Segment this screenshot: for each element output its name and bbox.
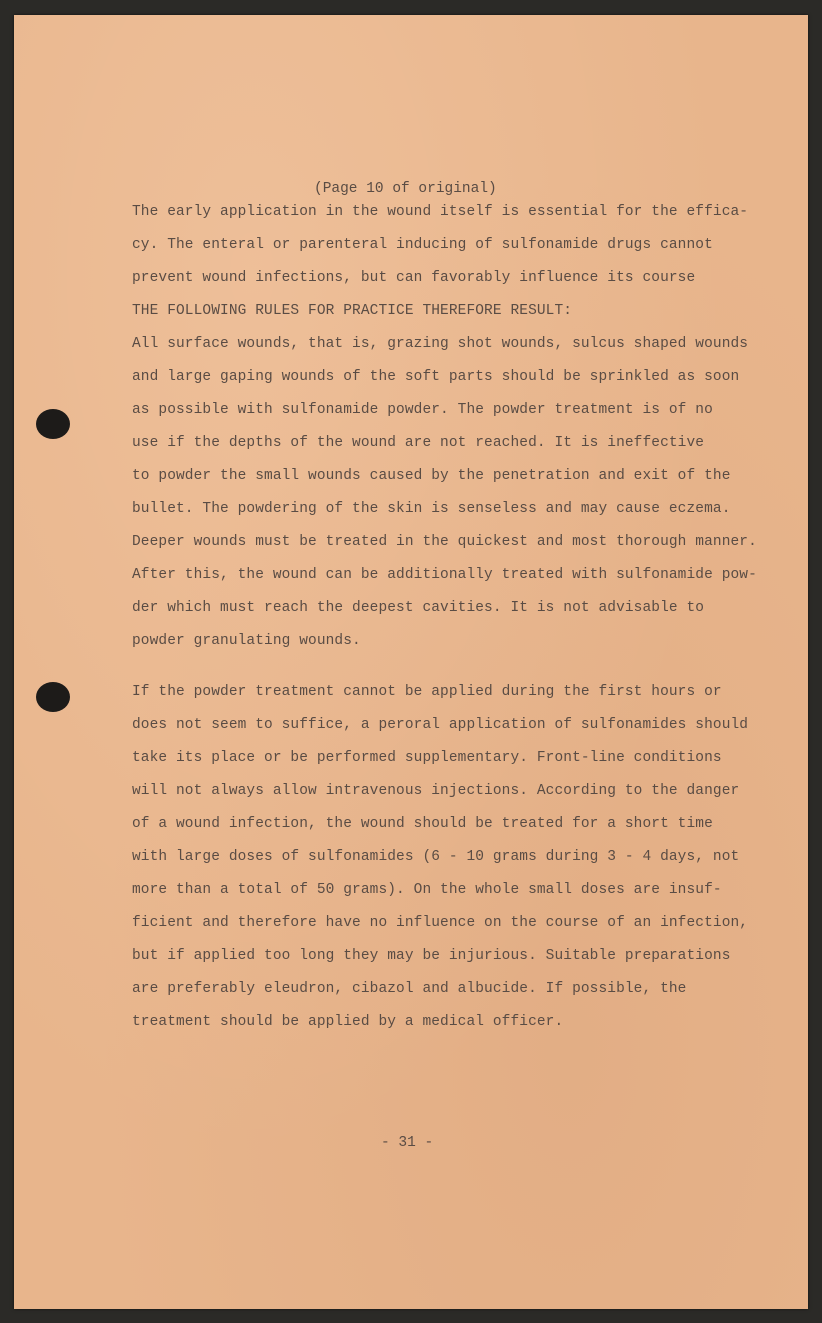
text-line: are preferably eleudron, cibazol and albucide. If possible, the [132,981,687,997]
text-line: to powder the small wounds caused by the penetration and exit of the [132,468,731,484]
page-number: - 31 - [381,1135,434,1151]
punch-hole-bottom [36,682,70,712]
text-line: All surface wounds, that is, grazing shot wounds, sulcus shaped wounds [132,336,749,352]
text-line: After this, the wound can be additionally treated with sulfonamide pow- [132,567,757,583]
text-line: with large doses of sulfonamides (6 - 10 grams during 3 - 4 days, not [132,849,740,865]
text-line: prevent wound infections, but can favorably influence its course [132,270,696,286]
text-line: treatment should be applied by a medical officer. [132,1014,564,1030]
text-line: and large gaping wounds of the soft parts should be sprinkled as soon [132,369,740,385]
text-line: THE FOLLOWING RULES FOR PRACTICE THEREFORE RESULT: [132,303,573,319]
text-line: der which must reach the deepest cavities. It is not advisable to [132,600,705,616]
text-line: take its place or be performed supplementary. Front-line conditions [132,750,722,766]
text-line: Deeper wounds must be treated in the quickest and most thorough manner. [132,534,757,550]
text-line: ficient and therefore have no influence on the course of an infection, [132,915,749,931]
text-line: use if the depths of the wound are not reached. It is ineffective [132,435,705,451]
text-line: If the powder treatment cannot be applied during the first hours or [132,684,722,700]
text-line: as possible with sulfonamide powder. The powder treatment is of no [132,402,713,418]
text-line: The early application in the wound itself is essential for the effica- [132,204,749,220]
text-line: does not seem to suffice, a peroral application of sulfonamides should [132,717,749,733]
document-page [14,15,808,1309]
text-line: bullet. The powdering of the skin is senseless and may cause eczema. [132,501,731,517]
page-header: (Page 10 of original) [314,181,497,197]
punch-hole-top [36,409,70,439]
text-line: cy. The enteral or parenteral inducing of sulfonamide drugs cannot [132,237,713,253]
text-line: but if applied too long they may be injurious. Suitable preparations [132,948,731,964]
text-line: more than a total of 50 grams). On the whole small doses are insuf- [132,882,722,898]
text-line: of a wound infection, the wound should be treated for a short time [132,816,713,832]
text-line: powder granulating wounds. [132,633,361,649]
text-line: will not always allow intravenous injections. According to the danger [132,783,740,799]
